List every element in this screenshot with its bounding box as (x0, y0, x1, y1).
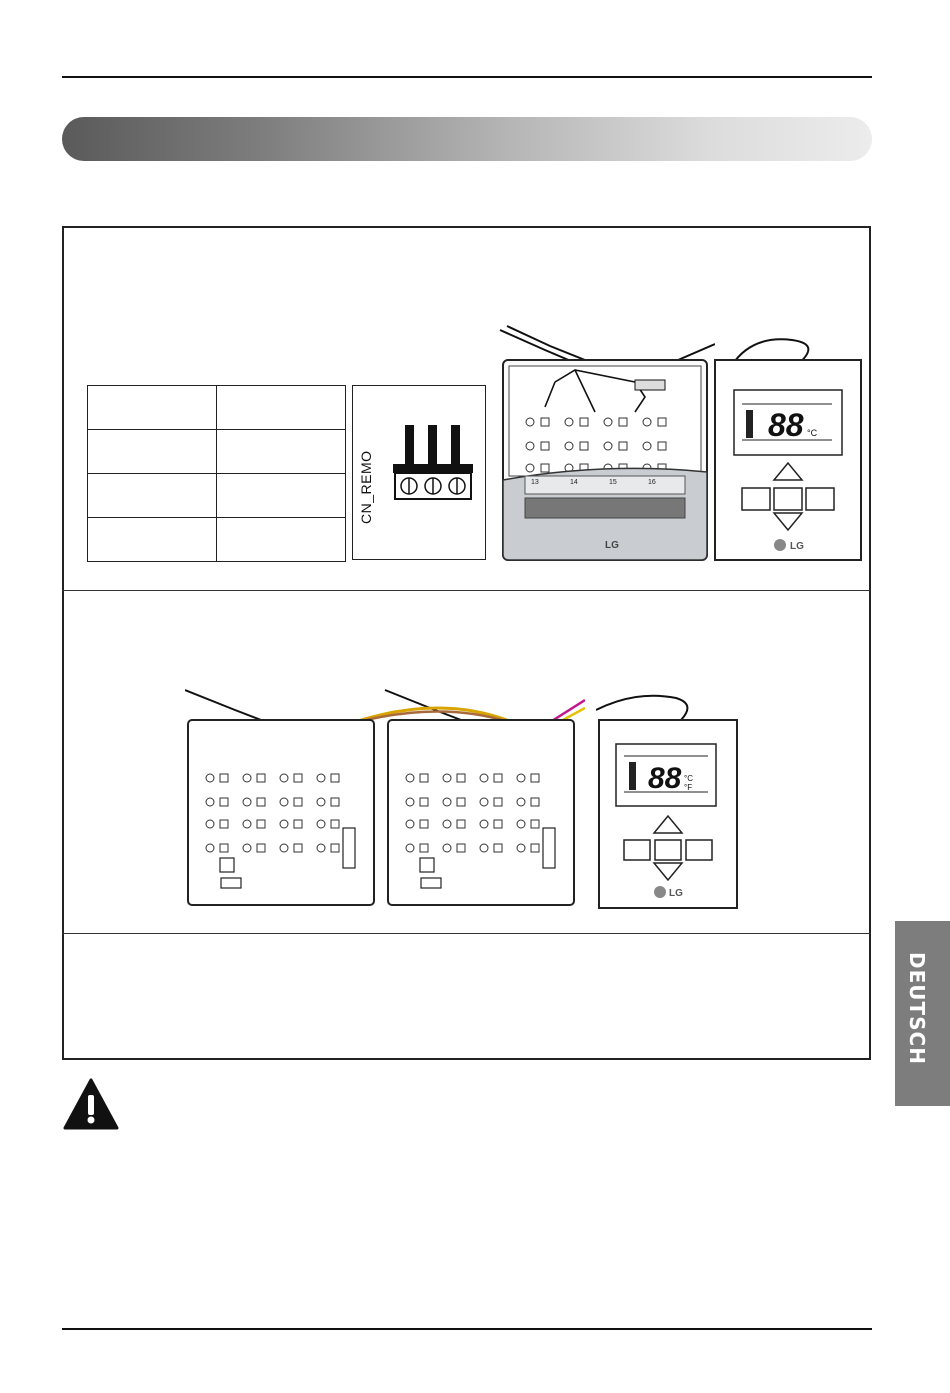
table-row (88, 386, 346, 430)
svg-text:LG: LG (605, 540, 619, 551)
table-row (88, 430, 346, 474)
svg-text:15: 15 (609, 479, 617, 486)
language-side-tab-label: DEUTSCH (905, 952, 929, 1065)
svg-text:13: 13 (531, 479, 539, 486)
svg-text:°C: °C (684, 774, 693, 783)
top-rule (62, 76, 872, 78)
svg-text:°C: °C (807, 428, 818, 438)
svg-text:LG: LG (790, 541, 804, 552)
svg-text:88: 88 (648, 762, 682, 795)
remote-controller-bottom (596, 690, 740, 912)
warning-icon (63, 1078, 119, 1130)
remote-controller-top (712, 330, 864, 562)
svg-text:88: 88 (768, 407, 804, 443)
svg-text:LG: LG (669, 888, 683, 899)
connector-label: CN_REMO (358, 450, 374, 524)
pcb-pair-bottom (185, 678, 585, 908)
section-header-bar (62, 117, 872, 161)
table-row (88, 474, 346, 518)
frame-divider-1 (62, 590, 871, 591)
table-row (88, 518, 346, 562)
svg-text:16: 16 (648, 479, 656, 486)
pcb-top (495, 322, 715, 564)
pin-table (87, 385, 346, 562)
svg-text:°F: °F (684, 783, 693, 792)
frame-divider-2 (62, 933, 871, 934)
connector-diagram (390, 420, 480, 500)
svg-text:14: 14 (570, 479, 578, 486)
bottom-rule (62, 1328, 872, 1330)
